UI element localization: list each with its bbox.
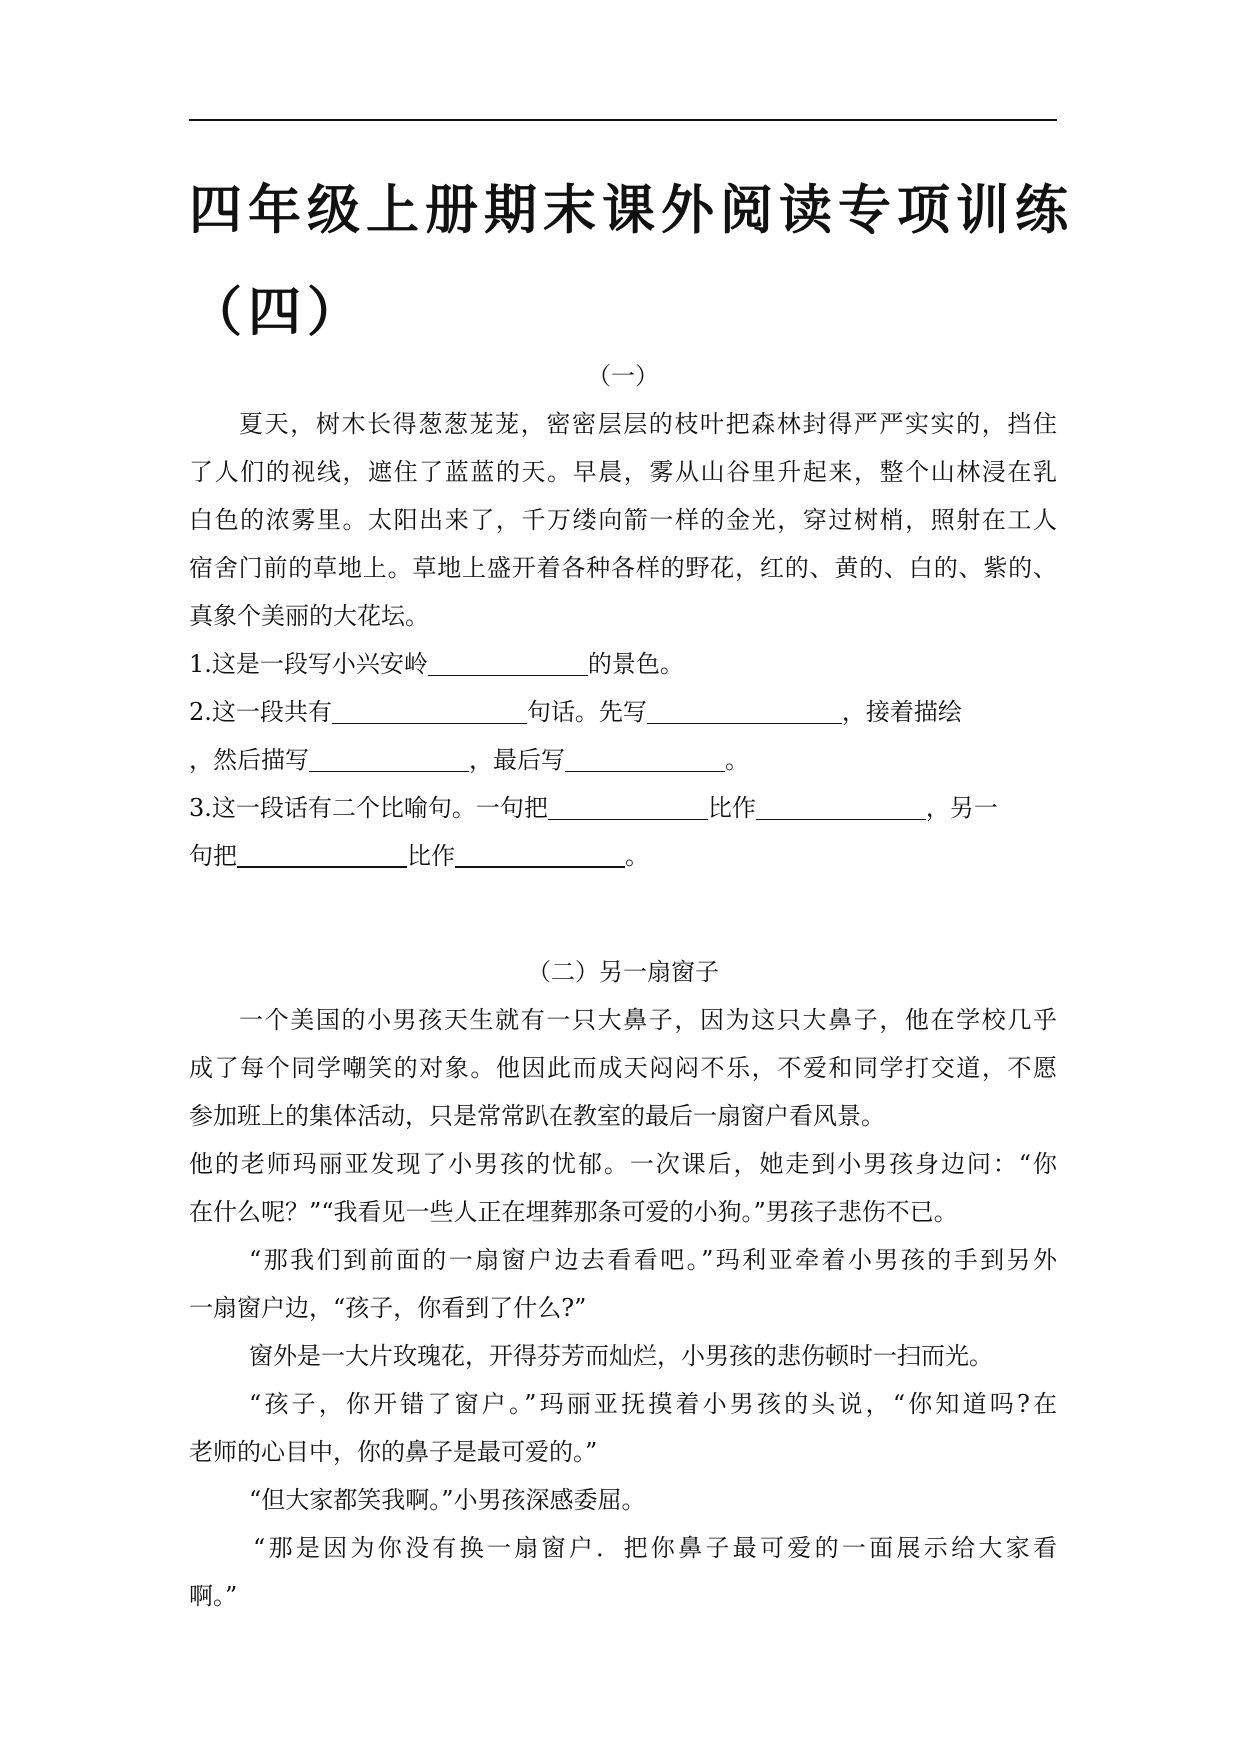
section-2-heading: （二）另一扇窗子 <box>527 958 719 986</box>
story-line: 啊。” <box>189 1582 238 1610</box>
story-line: 一个美国的小男孩天生就有一只大鼻子，因为这只大鼻子，他在学校几乎 <box>239 1006 1057 1034</box>
story-line: “那是因为你没有换一扇窗户．把你鼻子最可爱的一面展示给大家看 <box>253 1534 1057 1562</box>
story-line: 窗外是一大片玫瑰花，开得芬芳而灿烂，小男孩的悲伤顿时一扫而光。 <box>249 1342 993 1370</box>
answer-blank[interactable] <box>309 747 469 772</box>
paragraph-line: 白色的浓雾里。太阳出来了，千万缕向箭一样的金光，穿过树梢，照射在工人 <box>189 506 1057 534</box>
story-line: 在什么呢？”“我看见一些人正在埋葬那条可爱的小狗。”男孩子悲伤不已。 <box>189 1198 958 1226</box>
question-1: 1.这是一段写小兴安岭 的景色。 <box>189 650 684 678</box>
section-spacer <box>189 880 1057 948</box>
answer-blank[interactable] <box>237 842 407 868</box>
section-1-heading: （一） <box>587 362 659 390</box>
question-2-continued: ，然后描写 ，最后写 。 <box>189 746 749 774</box>
answer-blank[interactable] <box>756 795 926 820</box>
header-rule <box>189 119 1057 121</box>
answer-blank[interactable] <box>647 699 842 724</box>
title-line-2: （四） <box>189 282 366 343</box>
paragraph-line: 宿舍门前的草地上。草地上盛开着各种各样的野花，红的、黄的、白的、紫的、 <box>189 554 1057 582</box>
document-body <box>189 352 1057 1620</box>
story-line: 成了每个同学嘲笑的对象。他因此而成天闷闷不乐，不爱和同学打交道，不愿 <box>189 1054 1057 1082</box>
story-line: “但大家都笑我啊。”小男孩深感委屈。 <box>249 1486 646 1514</box>
story-line: 参加班上的集体活动，只是常常趴在教室的最后一扇窗户看风景。 <box>189 1102 885 1130</box>
question-3: 3.这一段话有二个比喻句。一句把 比作 ，另一 <box>189 794 998 822</box>
story-line: 一扇窗户边，“孩子，你看到了什么?” <box>189 1294 587 1322</box>
paragraph-line: 夏天，树木长得葱葱茏茏，密密层层的枝叶把森林封得严严实实的，挡住 <box>239 410 1057 438</box>
answer-blank[interactable] <box>548 795 708 820</box>
answer-blank[interactable] <box>565 747 725 772</box>
story-line: “那我们到前面的一扇窗户边去看看吧。”玛利亚牵着小男孩的手到另外 <box>249 1246 1057 1274</box>
question-3-continued: 句把 比作 。 <box>189 842 649 870</box>
story-line: 他的老师玛丽亚发现了小男孩的忧郁。一次课后，她走到小男孩身边问：“你 <box>189 1150 1057 1178</box>
story-line: 老师的心目中，你的鼻子是最可爱的。” <box>189 1438 598 1466</box>
question-2: 2.这一段共有 句话。先写 ，接着描绘 <box>189 698 962 726</box>
title-line-1: 四年级上册期末课外阅读专项训练 <box>189 180 1074 241</box>
answer-blank[interactable] <box>332 699 527 724</box>
story-line: “孩子，你开错了窗户。”玛丽亚抚摸着小男孩的头说，“你知道吗?在 <box>249 1390 1057 1418</box>
document-title <box>189 160 1074 364</box>
answer-blank[interactable] <box>455 842 625 868</box>
answer-blank[interactable] <box>428 651 588 676</box>
paragraph-line: 了人们的视线，遮住了蓝蓝的天。早晨，雾从山谷里升起来，整个山林浸在乳 <box>189 458 1057 486</box>
paragraph-line: 真象个美丽的大花坛。 <box>189 602 429 630</box>
